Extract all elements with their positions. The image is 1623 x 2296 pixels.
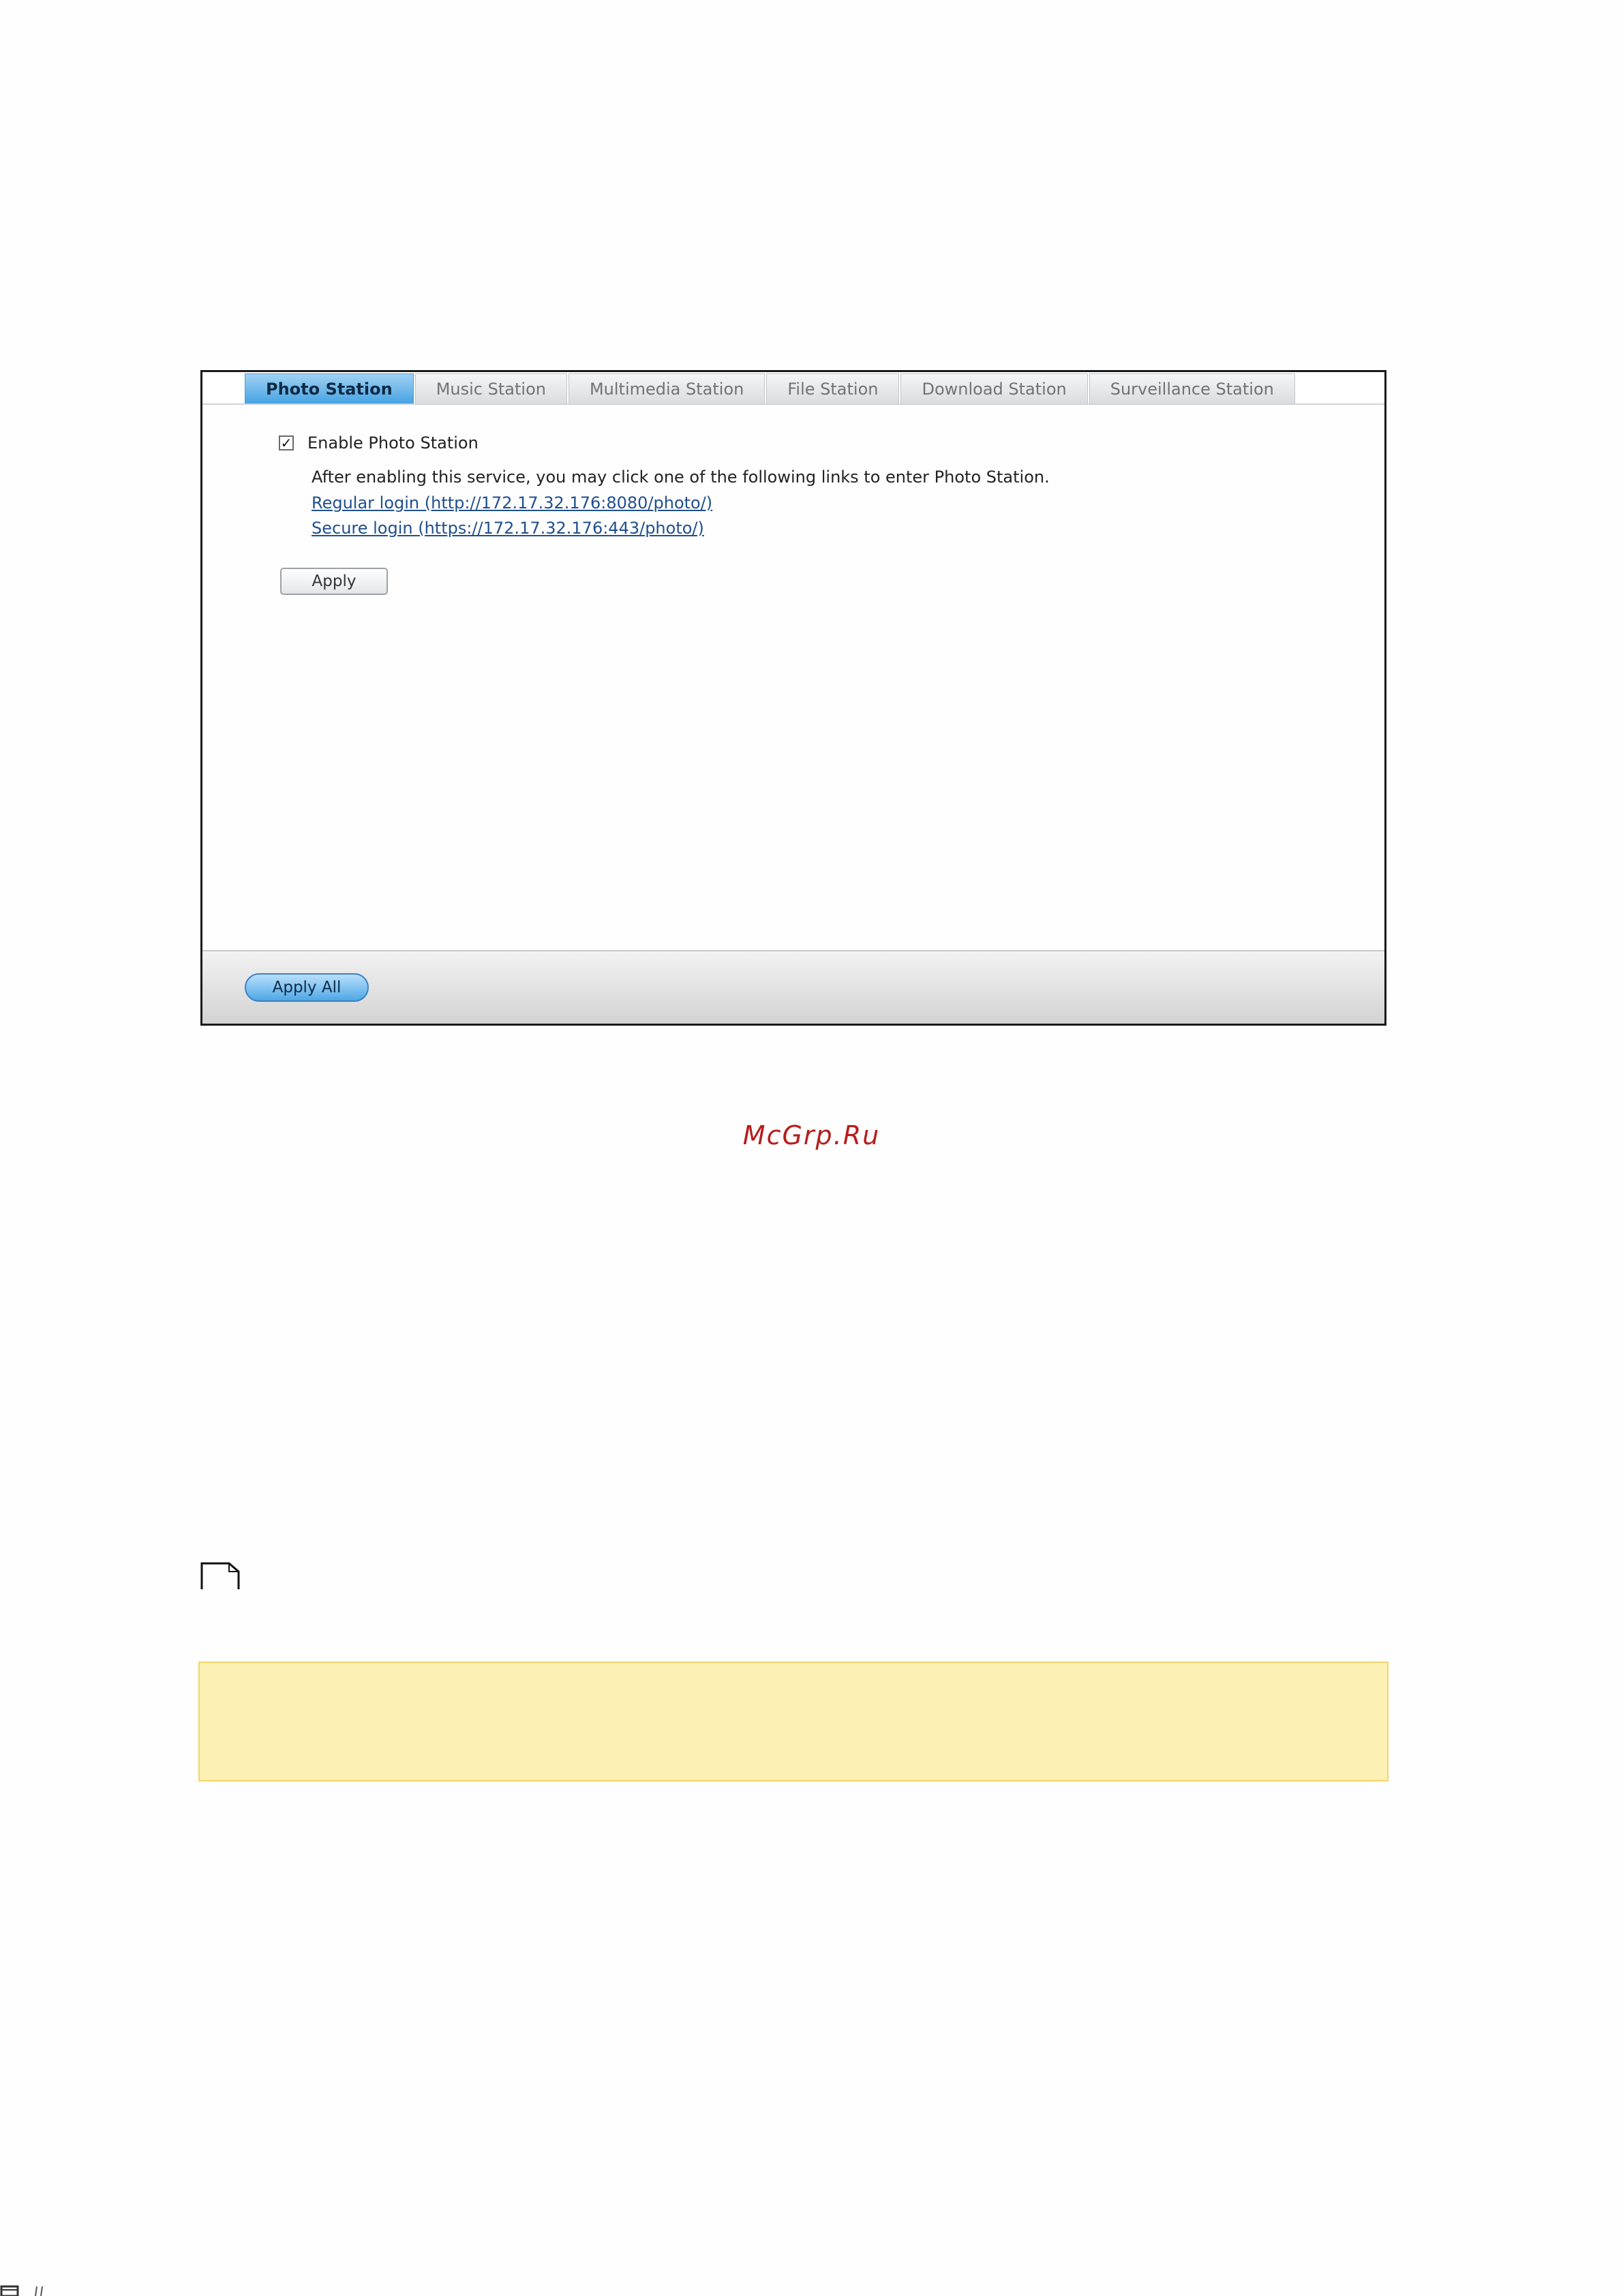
note-icon (200, 1562, 241, 1589)
tab-file-station[interactable]: File Station (766, 373, 899, 403)
service-description: After enabling this service, you may click one of the following links to enter Photo Station. (312, 468, 1050, 487)
enable-photo-station-label: Enable Photo Station (307, 433, 479, 453)
checkmark-icon: ✓ (280, 435, 292, 451)
secure-login-link[interactable]: Secure login (https://172.17.32.176:443/photo/) (312, 519, 704, 538)
enable-row (279, 433, 479, 453)
apply-all-button[interactable]: Apply All (245, 973, 369, 1002)
footer-bar (202, 950, 1384, 1024)
tab-bar (202, 372, 1384, 405)
regular-login-link[interactable]: Regular login (http://172.17.32.176:8080/photo/) (312, 493, 713, 512)
tab-download-station[interactable]: Download Station (900, 373, 1087, 403)
tab-list (245, 372, 1296, 403)
tab-surveillance-station[interactable]: Surveillance Station (1089, 373, 1295, 403)
note-box (198, 1662, 1389, 1781)
tab-content (202, 405, 1384, 950)
settings-window (200, 370, 1386, 1026)
page-corner-icon (0, 2283, 48, 2296)
tab-multimedia-station[interactable]: Multimedia Station (568, 373, 765, 403)
tab-music-station[interactable]: Music Station (415, 373, 567, 403)
apply-button[interactable]: Apply (280, 568, 388, 595)
watermark: McGrp.Ru (742, 1120, 881, 1150)
tab-photo-station[interactable]: Photo Station (245, 373, 414, 403)
enable-photo-station-checkbox[interactable] (279, 435, 294, 450)
